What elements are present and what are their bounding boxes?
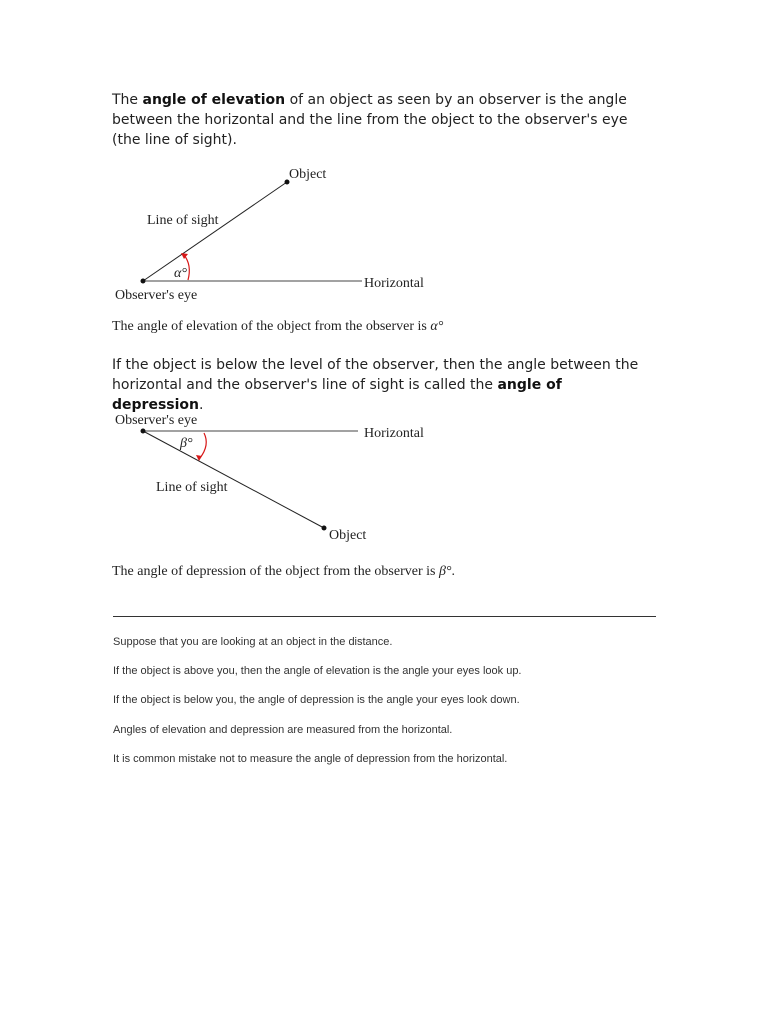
elevation-definition (112, 90, 652, 150)
observer-point (141, 429, 146, 434)
line-of-sight-line (143, 182, 287, 281)
note-line: If the object is above you, then the angle of elevation is the angle your eyes look up. (113, 665, 522, 677)
observer-label: Observer's eye (115, 288, 198, 303)
depression-caption (112, 563, 455, 581)
depression-text-start: If the object is below the level of the observer, then the angle between the horizontal and the observer's line of sight is called the (112, 357, 639, 393)
note-line: Suppose that you are looking at an object in the distance. (113, 636, 393, 648)
definition-text-end: of an object as seen by an observer is the angle between the horizontal and the line from the object to the observer's eye (the line of sight). (112, 92, 628, 148)
object-label: Object (289, 167, 327, 182)
section-divider (113, 616, 656, 617)
note-line: It is common mistake not to measure the angle of depression from the horizontal. (113, 753, 508, 765)
elevation-caption-text: The angle of elevation of the object from the observer is (112, 319, 431, 334)
depression-diagram (100, 405, 440, 550)
depression-text-end: . (199, 397, 204, 413)
term-angle-of-depression: angle of depression (112, 377, 562, 413)
angle-arrowhead-icon (181, 253, 188, 259)
horizontal-label: Horizontal (364, 276, 424, 291)
elevation-diagram (100, 160, 440, 310)
beta-angle-label: β° (180, 436, 193, 451)
angle-arc (200, 433, 206, 458)
object-label: Object (329, 528, 367, 543)
depression-caption-text: The angle of depression of the object from the observer is (112, 564, 439, 579)
alpha-angle-label: α° (174, 266, 187, 281)
observer-label: Observer's eye (115, 413, 198, 428)
horizontal-label: Horizontal (364, 426, 424, 441)
depression-caption-end: . (451, 564, 456, 579)
elevation-caption (112, 318, 443, 336)
note-line: If the object is below you, the angle of depression is the angle your eyes look down. (113, 694, 520, 706)
definition-text-start: The (112, 92, 143, 108)
line-of-sight-label: Line of sight (156, 480, 228, 495)
object-point (322, 526, 327, 531)
depression-caption-symbol: β° (438, 564, 452, 579)
term-angle-of-elevation: angle of elevation (142, 92, 286, 108)
line-of-sight-label: Line of sight (147, 213, 219, 228)
elevation-caption-symbol: α° (430, 319, 444, 334)
observer-point (141, 279, 146, 284)
note-line: Angles of elevation and depression are measured from the horizontal. (113, 724, 453, 736)
